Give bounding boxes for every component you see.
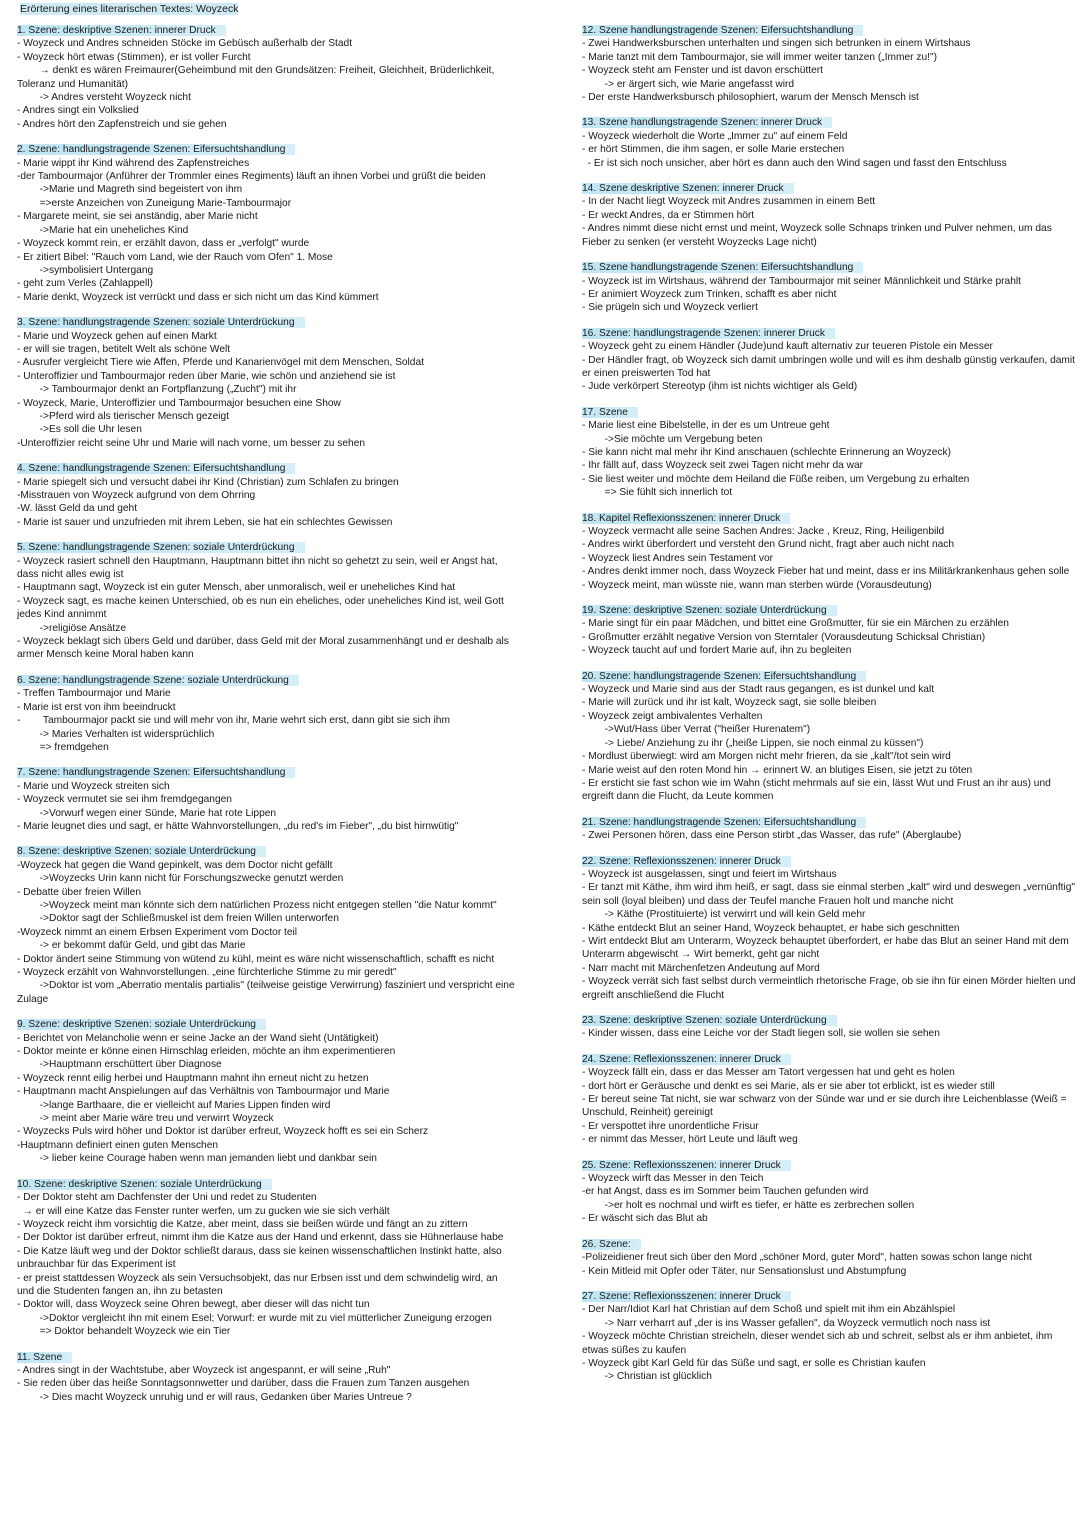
note-line: - Woyzeck fällt ein, dass er das Messer am Tatort vergessen hat und geht es holen (582, 1067, 955, 1079)
note-line: - Woyzeck und Marie sind aus der Stadt raus gegangen, es ist dunkel und kalt (582, 684, 935, 696)
note-line: - Woyzeck rennt eilig herbei und Hauptmann mahnt ihn erneut nicht zu hetzen (17, 1072, 369, 1084)
note-line: - Er zitiert Bibel: "Rauch vom Land, wie der Rauch vom Ofen" 1. Mose (17, 251, 333, 263)
note-line: - Woyzeck taucht auf und fordert Marie auf, ihn zu begleiten (582, 645, 852, 657)
note-line: - Woyzeck, Marie, Unteroffizier und Tambourmajor besuchen eine Show (17, 397, 341, 409)
note-line: ->Woyzecks Urin kann nicht für Forschungszwecke genutzt werden (17, 873, 344, 885)
note-line: - Marie und Woyzeck gehen auf einen Markt (17, 330, 217, 342)
note-line: - Woyzeck möchte Christian streicheln, dieser wendet sich ab und schreit, selbst als er ihm anbietet, ihm etwas süßes zu kaufen (582, 1331, 1056, 1356)
scene-heading-text: 24. Szene: Reflexionsszenen: innerer Druck (582, 1054, 791, 1065)
note-line: - Woyzeck steht am Fenster und ist davon erschüttert (582, 65, 824, 77)
note-line: ->Woyzeck meint man könnte sich dem natürlichen Prozess nicht entgegen stellen "die Natur kommt" (17, 899, 497, 911)
note-line: - Woyzeck ist ausgelassen, singt und feiert im Wirtshaus (582, 868, 837, 880)
note-line: -> Christian ist glücklich (582, 1371, 712, 1383)
scene-section (17, 766, 515, 833)
note-line: -er hat Angst, dass es im Sommer beim Tauchen gefunden wird (582, 1186, 869, 1198)
note-line: -> Andres versteht Woyzeck nicht (17, 92, 191, 104)
note-line: - Andres wirkt überfordert und versteht den Grund nicht, fragt aber auch nicht nach (582, 539, 955, 551)
note-line: - Woyzeck wiederholt die Worte „Immer zu" auf einem Feld (582, 130, 848, 142)
note-line: - Er bereut seine Tat nicht, sie war schwarz von der Sünde war und er sie durch ihre Leichenblasse (Weiß = Unschuld, Reinheit) gereinigt (582, 1094, 1070, 1119)
note-line: - Käthe entdeckt Blut an seiner Hand, Woyzeck behauptet, er habe sich geschnitten (582, 922, 960, 934)
note-line: - Zwei Handwerksburschen unterhalten und singen sich betrunken in einem Wirtshaus (582, 38, 971, 50)
scene-heading (582, 261, 1080, 274)
note-line: - Marie spiegelt sich und versucht dabei ihr Kind (Christian) zum Schlafen zu bringen (17, 476, 399, 488)
note-line: ->Hauptmann erschüttert über Diagnose (17, 1059, 222, 1071)
note-line: ->Doktor ist vom „Aberratio mentalis partialis" (teilweise geistige Verwirrung) fasziniert und verspricht eine Zulage (17, 980, 518, 1005)
scene-heading-text: 16. Szene: handlungstragende Szenen: innerer Druck (582, 328, 835, 339)
note-line: - Doktor ändert seine Stimmung von wütend zu kühl, meint es wäre nicht wissenschaftlich, schafft es nicht (17, 953, 495, 965)
scene-heading-text: 11. Szene (17, 1352, 72, 1363)
note-line: - Sie kann nicht mal mehr ihr Kind anschauen (schlechte Erinnerung an Woyzeck) (582, 446, 952, 458)
note-line: - Ihr fällt auf, dass Woyzeck seit zwei Tagen nicht mehr da war (582, 460, 864, 472)
scene-heading-text: 26. Szene: (582, 1239, 641, 1250)
scene-heading (582, 670, 1080, 683)
note-line: - Mordlust überwiegt: wird am Morgen nicht mehr frieren, da sie „kalt"/tot sein wird (582, 751, 951, 763)
scene-heading (582, 182, 1080, 195)
note-line: - Die Katze läuft weg und der Doktor schließt daraus, dass sie keinen wissenschaftlichen Instinkt hatte, also unbrauchbar für das Experiment ist (17, 1245, 505, 1271)
scene-heading (582, 816, 1080, 829)
scene-heading (582, 1014, 1080, 1027)
note-line: - Woyzeck vermacht alle seine Sachen Andres: Jacke , Kreuz, Ring, Heiligenbild (582, 526, 945, 537)
scene-section (582, 1159, 1080, 1226)
note-line: - er hört Stimmen, die ihm sagen, er solle Marie erstechen (582, 144, 845, 156)
scene-heading (582, 327, 1080, 340)
note-line: - Ausrufer vergleicht Tiere wie Affen, Pferde und Kanarienvögel mit dem Menschen, Soldat (17, 357, 424, 369)
scene-section (582, 1053, 1080, 1147)
scene-heading-text: 15. Szene handlungstragende Szenen: Eifersuchtshandlung (582, 262, 863, 273)
note-line: - Marie leugnet dies und sagt, er hätte Wahnvorstellungen, „du red's im Fieber", „du bist hirnwütig" (17, 820, 459, 832)
note-line: - Tambourmajor packt sie und will mehr von ihr, Marie wehrt sich erst, dann gibt sie sich ihm (17, 715, 450, 727)
note-line: ->Marie und Magreth sind begeistert von ihm (17, 184, 243, 196)
scene-heading (17, 24, 515, 37)
scene-section (17, 845, 518, 1006)
scene-section (582, 406, 1080, 500)
note-line: -> Käthe (Prostituierte) ist verwirrt und will kein Geld mehr (582, 909, 866, 921)
note-line: - dort hört er Geräusche und denkt es sei Marie, als er sie aber tot erblickt, ist es wieder still (582, 1080, 995, 1092)
note-line: - Marie singt für ein paar Mädchen, und bittet eine Großmutter, für sie ein Märchen zu erzählen (582, 618, 1009, 630)
note-line: ->Pferd wird als tierischer Mensch gezeigt (17, 410, 230, 422)
note-line: - Woyzeck rasiert schnell den Hauptmann, Hauptmann bittet ihn nicht so gehetzt zu sein, weil er Angst hat, dass nicht alles ewig ist (17, 555, 501, 581)
scene-heading-text: 17. Szene (582, 407, 638, 418)
note-line: - Wirt entdeckt Blut am Unterarm, Woyzeck behauptet überfordert, er habe das Blut an seiner Hand mit dem Unterarm abgewischt → Wirt bemerkt, geht gar nicht (582, 935, 1072, 961)
note-line: - Er verspottet ihre unordentliche Frisur (582, 1120, 759, 1132)
scene-section (17, 316, 515, 450)
note-line: ->lange Barthaare, die er vielleicht auf Maries Lippen finden wird (17, 1099, 331, 1111)
note-line: - Woyzeck ist im Wirtshaus, während der Tambourmajor mit seiner Männlichkeit und Stärke prahlt (582, 275, 1021, 287)
note-line: - Andres singt ein Volkslied (17, 105, 139, 117)
scene-heading (17, 1178, 515, 1191)
note-line: - Andres nimmt diese nicht ernst und meint, Woyzeck solle Schnaps trinken und Pulver nehmen, um das Fieber zu senken (er versteht Woyzecks Lage nicht) (582, 223, 1055, 248)
page-title (20, 3, 238, 16)
note-line: - Er ersticht sie fast schon wie im Wahn (sticht mehrmals auf sie ein, lässt Wut und Frust an ihr aus) und ergreift dann die Flucht, da Leute kommen (582, 777, 1054, 803)
scene-heading (582, 1053, 1080, 1066)
note-line: - Andres singt in der Wachtstube, aber Woyzeck ist angespannt, er will seine „Ruh" (17, 1364, 391, 1376)
note-line: -Hauptmann definiert einen guten Menschen (17, 1139, 219, 1151)
scene-section (582, 855, 1080, 1002)
right-column (582, 24, 1080, 1396)
scene-heading (17, 1018, 515, 1031)
note-line: => Doktor behandelt Woyzeck wie ein Tier (17, 1326, 231, 1338)
scene-section (582, 261, 1080, 315)
note-line: ->Doktor sagt der Schließmuskel ist dem freien Willen unterworfen (17, 913, 339, 925)
note-line: -> lieber keine Courage haben wenn man jemanden liebt und dankbar sein (17, 1153, 377, 1165)
note-line: ->Marie hat ein uneheliches Kind (17, 224, 189, 236)
note-line: - Woyzeck zeigt ambivalentes Verhalten (582, 710, 763, 722)
note-line: → er will eine Katze das Fenster runter werfen, um zu gucken wie sie sich verhält (17, 1205, 390, 1217)
note-line: -Polizeidiener freut sich über den Mord „schöner Mord, guter Mord", hatten sowas schon lange nicht (582, 1252, 1032, 1264)
note-line: ->Wut/Hass über Verrat ("heißer Hurenatem") (582, 724, 811, 736)
scene-section (582, 816, 1080, 843)
scene-heading-text: 19. Szene: deskriptive Szenen: soziale Unterdrückung (582, 605, 837, 616)
note-line: - Woyzeck erzählt von Wahnvorstellungen. „eine fürchterliche Stimme zu mir geredt" (17, 967, 397, 978)
scene-heading (582, 1290, 1080, 1303)
scene-heading-text: 1. Szene: deskriptive Szenen: innerer Druck (17, 25, 226, 36)
scene-heading-text: 4. Szene: handlungstragende Szenen: Eifersuchtshandlung (17, 463, 295, 474)
note-line: - Hauptmann macht Anspielungen auf das Verhältnis von Tambourmajor und Marie (17, 1086, 390, 1098)
scene-heading-text: 9. Szene: deskriptive Szenen: soziale Unterdrückung (17, 1019, 266, 1030)
scene-section (582, 512, 1080, 592)
scene-heading (17, 845, 515, 858)
note-line: - Marie tanzt mit dem Tambourmajor, sie will immer weiter tanzen („Immer zu!") (582, 51, 937, 63)
note-line: - Woyzecks Puls wird höher und Doktor ist darüber erfreut, Woyzeck hofft es sei ein Scherz (17, 1126, 429, 1138)
scene-heading-text: 22. Szene: Reflexionsszenen: innerer Druck (582, 856, 791, 867)
note-line: - Marie wippt ihr Kind während des Zapfenstreiches (17, 157, 250, 169)
scene-heading-text: 27. Szene: Reflexionsszenen: innerer Druck (582, 1291, 791, 1302)
scene-heading (17, 674, 515, 687)
note-line: - geht zum Verles (Zahlappell) (17, 278, 153, 290)
note-line: - Woyzeck verrät sich fast selbst durch vermeintlich rhetorische Frage, ob sie ihn für einen Mörder hielten und ergreift anschließend die Flucht (582, 976, 1079, 1001)
note-line: ->Sie möchte um Vergebung beten (582, 433, 763, 445)
scene-section (17, 1178, 515, 1339)
scene-heading-text: 18. Kapitel Reflexionsszenen: innerer Druck (582, 513, 790, 524)
scene-heading-text: 2. Szene: handlungstragende Szenen: Eifersuchtshandlung (17, 144, 295, 155)
note-line: -> er bekommt dafür Geld, und gibt das Marie (17, 940, 246, 952)
note-line: - Sie reden über das heiße Sonntagsonnwetter und darüber, dass die Frauen zum Tanzen ausgehen (17, 1378, 470, 1390)
note-line: - Er animiert Woyzeck zum Trinken, schafft es aber nicht (582, 288, 837, 300)
note-line: - Woyzeck sagt, es mache keinen Unterschied, ob es nun ein eheliches, oder uneheliches Kind ist, weil Gott jedes Kind annimmt (17, 595, 507, 621)
scene-heading (582, 512, 1080, 525)
note-line: - Der Händler fragt, ob Woyzeck sich damit umbringen wolle und will es ihm deshalb günstig verkaufen, damit er einen preiswerten Tod hat (582, 354, 1078, 379)
scene-section (582, 604, 1080, 658)
note-line: -Unteroffizier reicht seine Uhr und Marie will nach vorne, um besser zu sehen (17, 437, 366, 449)
note-line: -der Tambourmajor (Anführer der Trommler eines Regiments) läuft an ihnen Vorbei und grüßt die beiden (17, 171, 486, 183)
page-title-text: Erörterung eines literarischen Textes: Woyzeck (20, 3, 239, 15)
note-line: - Woyzeck geht zu einem Händler (Jude)und kauft alternativ zur teueren Pistole ein Messer (582, 341, 993, 353)
note-line: => fremdgehen (17, 741, 109, 753)
scene-heading (582, 24, 1080, 37)
scene-heading-text: 20. Szene: handlungstragende Szenen: Eifersuchtshandlung (582, 671, 866, 682)
note-line: -> Tambourmajor denkt an Fortpflanzung („Zucht") mit ihr (17, 384, 297, 396)
scene-section (582, 24, 1080, 104)
left-column (17, 24, 518, 1416)
scene-heading-text: 13. Szene handlungstragende Szenen: innerer Druck (582, 117, 832, 128)
note-line: ->Es soll die Uhr lesen (17, 424, 142, 436)
note-line: - Woyzeck gibt Karl Geld für das Süße und sagt, er solle es Christian kaufen (582, 1357, 926, 1369)
note-line: - Woyzeck liest Andres sein Testament vor (582, 552, 773, 564)
scene-heading (17, 766, 515, 779)
note-line: - Sie prügeln sich und Woyzeck verliert (582, 302, 758, 314)
note-line: - Woyzeck wirft das Messer in den Teich (582, 1173, 764, 1185)
note-line: -Woyzeck hat gegen die Wand gepinkelt, was dem Doctor nicht gefällt (17, 859, 333, 871)
scene-section (582, 327, 1080, 394)
scene-heading (582, 406, 1080, 419)
scene-section (582, 1238, 1080, 1278)
note-line: - Andres hört den Zapfenstreich und sie gehen (17, 118, 227, 130)
note-line: - Der erste Handwerksbursch philosophiert, warum der Mensch Mensch ist (582, 92, 919, 104)
note-line: - Sie liest weiter und möchte dem Heiland die Füße reiben, um Vergebung zu erhalten (582, 473, 970, 485)
note-line: -> Liebe/ Anziehung zu ihr („heiße Lippen, sie noch einmal zu küssen") (582, 737, 924, 749)
scene-heading-text: 3. Szene: handlungstragende Szenen: soziale Unterdrückung (17, 317, 305, 328)
note-line: -> Maries Verhalten ist widersprüchlich (17, 728, 215, 740)
note-line: ->er holt es nochmal und wirft es tiefer, er hätte es zerbrechen sollen (582, 1199, 915, 1211)
scene-heading-text: 25. Szene: Reflexionsszenen: innerer Druck (582, 1160, 791, 1171)
note-line: -> meint aber Marie wäre treu und verwirrt Woyzeck (17, 1113, 274, 1125)
note-line: ->religiöse Ansätze (17, 622, 127, 634)
scene-section (582, 182, 1080, 249)
note-line: - Kinder wissen, dass eine Leiche vor der Stadt liegen soll, sie wollen sie sehen (582, 1028, 940, 1040)
note-line: =>erste Anzeichen von Zuneigung Marie-Tambourmajor (17, 197, 292, 209)
note-line: - Er tanzt mit Käthe, ihm wird ihm heiß, er sagt, dass sie einmal sterben „kalt" wird und deswegen „vernünftig" sein soll (loyal bleiben) und dass der Teufel manche Frauen holt und manche nicht (582, 882, 1078, 907)
note-line: - er nimmt das Messer, hört Leute und läuft weg (582, 1134, 798, 1146)
note-line: -> Dies macht Woyzeck unruhig und er will raus, Gedanken über Maries Untreue ? (17, 1391, 412, 1403)
note-line: - Marie will zurück und ihr ist kalt, Woyzeck sagt, sie solle bleiben (582, 697, 877, 709)
note-line: ->Doktor vergleicht ihn mit einem Esel; Vorwurf: er wurde mit zu viel mütterlicher Zuneigung erzogen (17, 1312, 492, 1324)
scene-section (17, 1018, 515, 1165)
note-line: - In der Nacht liegt Woyzeck mit Andres zusammen in einem Bett (582, 196, 876, 208)
scene-heading-text: 21. Szene: handlungstragende Szenen: Eifersuchtshandlung (582, 817, 866, 828)
note-line: - Treffen Tambourmajor und Marie (17, 688, 171, 700)
note-line: - Debatte über freien Willen (17, 886, 142, 898)
note-line: - Er weckt Andres, da er Stimmen hört (582, 209, 755, 221)
scene-heading (17, 462, 515, 475)
note-line: - Woyzeck reicht ihm vorsichtig die Katze, aber meint, dass sie beißen würde und fängt an zu zittern (17, 1218, 468, 1230)
scene-section (582, 670, 1080, 804)
note-line: - Woyzeck und Andres schneiden Stöcke im Gebüsch außerhalb der Stadt (17, 38, 353, 50)
note-line: -Misstrauen von Woyzeck aufgrund von dem Ohrring (17, 490, 256, 501)
note-line: - Der Doktor steht am Dachfenster der Uni und redet zu Studenten (17, 1192, 317, 1204)
note-line: - Woyzeck kommt rein, er erzählt davon, dass er „verfolgt" wurde (17, 238, 310, 250)
note-line: - Unteroffizier und Tambourmajor reden über Marie, wie schön und anziehend sie ist (17, 370, 396, 382)
note-line: ->Vorwurf wegen einer Sünde, Marie hat rote Lippen (17, 807, 277, 819)
note-line: ->symbolisiert Untergang (17, 264, 154, 276)
note-line: - Jude verkörpert Stereotyp (ihm ist nichts wichtiger als Geld) (582, 381, 858, 393)
scene-heading-text: 23. Szene: deskriptive Szenen: soziale Unterdrückung (582, 1015, 837, 1026)
scene-heading (17, 541, 515, 554)
note-line: - Marie und Woyzeck streiten sich (17, 780, 170, 792)
scene-heading (582, 1238, 1080, 1251)
note-line: - Marie weist auf den roten Mond hin → erinnert W. an blutiges Eisen, sie jetzt zu töten (582, 764, 973, 776)
note-line: -Woyzeck nimmt an einem Erbsen Experiment vom Doctor teil (17, 926, 298, 938)
scene-section (582, 1290, 1080, 1384)
scene-heading-text: 12. Szene handlungstragende Szenen: Eifersuchtshandlung (582, 25, 863, 36)
note-line: - Marie liest eine Bibelstelle, in der es um Untreue geht (582, 420, 830, 432)
note-line: -> er ärgert sich, wie Marie angefasst wird (582, 78, 795, 90)
note-line: - Marie ist erst von ihm beeindruckt (17, 701, 176, 713)
note-line: - Zwei Personen hören, dass eine Person stirbt „das Wasser, das rufe" (Aberglaube) (582, 830, 962, 842)
scene-heading-text: 14. Szene deskriptive Szenen: innerer Druck (582, 183, 794, 194)
scene-heading-text: 10. Szene: deskriptive Szenen: soziale Unterdrückung (17, 1179, 272, 1190)
note-line: - Margarete meint, sie sei anständig, aber Marie nicht (17, 211, 258, 223)
note-line: - Narr macht mit Märchenfetzen Andeutung auf Mord (582, 962, 820, 974)
scene-section (17, 24, 515, 131)
note-line: - er will sie tragen, betitelt Welt als schöne Welt (17, 343, 231, 355)
scene-heading (17, 143, 515, 156)
scene-section (582, 1014, 1080, 1041)
note-line: - Großmutter erzählt negative Version von Sterntaler (Vorausdeutung Schicksal Christian) (582, 631, 986, 643)
scene-section (17, 674, 515, 754)
note-line: - Doktor will, dass Woyzeck seine Ohren bewegt, aber dieser will das nicht tun (17, 1299, 370, 1311)
scene-section (17, 462, 515, 529)
note-line: - Der Doktor ist darüber erfreut, nimmt ihm die Katze aus der Hand und erkennt, dass sie Hühnerlause habe (17, 1232, 504, 1244)
note-line: - Woyzeck meint, man wüsste nie, wann man sterben würde (Vorausdeutung) (582, 579, 932, 591)
note-line: → denkt es wären Freimaurer(Geheimbund mit den Grundsätzen: Freiheit, Gleichheit, Brüderlichkeit, Toleranz und Humanität) (17, 65, 497, 90)
scene-heading (17, 316, 515, 329)
scene-heading (582, 855, 1080, 868)
scene-section (17, 541, 515, 662)
note-line: - Marie ist sauer und unzufrieden mit ihrem Leben, sie hat ein schlechtes Gewissen (17, 516, 393, 528)
note-line: - Der Narr/Idiot Karl hat Christian auf dem Schoß und spielt mit ihm ein Abzählspiel (582, 1304, 956, 1316)
note-line: - Berichtet von Melancholie wenn er seine Jacke an der Wand sieht (Untätigkeit) (17, 1032, 379, 1044)
scene-heading (17, 1351, 515, 1364)
scene-heading-text: 6. Szene: handlungstragende Szene: soziale Unterdrückung (17, 675, 299, 686)
note-line: - Kein Mitleid mit Opfer oder Täter, nur Sensationslust und Abstumpfung (582, 1265, 907, 1277)
note-line: - er preist stattdessen Woyzeck als sein Versuchsobjekt, das nur Erbsen isst und dem schwindelig wird, an und die Studenten fangen an, ihn zu betasten (17, 1272, 501, 1297)
note-line: - Er ist sich noch unsicher, aber hört es dann auch den Wind sagen und fasst den Entschluss (582, 157, 1007, 169)
scene-heading-text: 8. Szene: deskriptive Szenen: soziale Unterdrückung (17, 846, 266, 857)
note-line: -W. lässt Geld da und geht (17, 503, 138, 515)
scene-section (17, 143, 515, 304)
note-line: - Andres denkt immer noch, dass Woyzeck Fieber hat und meint, dass er ins Militärkrankenhaus gehen solle (582, 566, 1070, 578)
note-line: - Hauptmann sagt, Woyzeck ist ein guter Mensch, aber unmoralisch, weil er uneheliches Kind hat (17, 582, 456, 594)
scene-heading (582, 604, 1080, 617)
scene-heading-text: 5. Szene: handlungstragende Szenen: soziale Unterdrückung (17, 542, 305, 553)
note-line: -> Narr verharrt auf „der is ins Wasser gefallen", da Woyzeck vermutlich noch nass ist (582, 1317, 991, 1329)
note-line: - Woyzeck beklagt sich übers Geld und darüber, dass Geld mit der Moral zusammenhängt und er deshalb als armer Mensch keine Moral haben kann (17, 636, 512, 661)
scene-heading (582, 116, 1080, 129)
scene-section (582, 116, 1080, 170)
scene-heading-text: 7. Szene: handlungstragende Szenen: Eifersuchtshandlung (17, 767, 295, 778)
scene-section (17, 1351, 515, 1405)
note-line: - Woyzeck hört etwas (Stimmen), er ist voller Furcht (17, 51, 251, 63)
note-line: - Woyzeck vermutet sie sei ihm fremdgegangen (17, 794, 232, 806)
note-line: - Er wäscht sich das Blut ab (582, 1213, 708, 1225)
note-line: - Marie denkt, Woyzeck ist verrückt und dass er sich nicht um das Kind kümmert (17, 291, 379, 303)
note-line: => Sie fühlt sich innerlich tot (582, 487, 733, 499)
note-line: - Doktor meinte er könne einen Hirnschlag erleiden, möchte an ihm experimentieren (17, 1046, 396, 1058)
scene-heading (582, 1159, 1080, 1172)
